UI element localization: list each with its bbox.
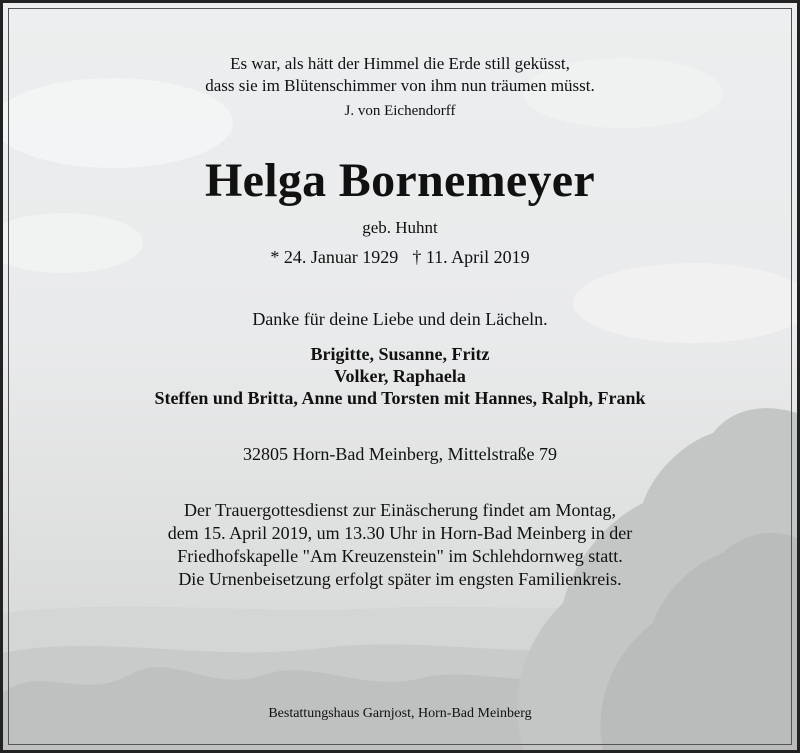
mourners-line-3: Steffen und Britta, Anne und Torsten mit Hannes, Ralph, Frank	[154, 388, 646, 408]
mourners-line-2: Volker, Raphaela	[334, 366, 466, 386]
service-line-2: dem 15. April 2019, um 13.30 Uhr in Horn-Bad Meinberg in der	[167, 523, 633, 543]
mourners-line-1: Brigitte, Susanne, Fritz	[310, 344, 490, 364]
deceased-name: Helga Bornemeyer	[205, 154, 595, 207]
life-dates	[3, 247, 797, 268]
thanks-line: Danke für deine Liebe und dein Lächeln.	[252, 309, 548, 329]
poem-author: J. von Eichendorff	[344, 103, 456, 119]
poem-line-2: dass sie im Blütenschimmer von ihm nun träumen müsst.	[205, 76, 595, 95]
maiden-name: geb. Huhnt	[362, 218, 438, 237]
service-line-4: Die Urnenbeisetzung erfolgt später im engsten Familienkreis.	[178, 569, 622, 589]
undertaker: Bestattungshaus Garnjost, Horn-Bad Meinberg	[268, 706, 532, 721]
family-address: 32805 Horn-Bad Meinberg, Mittelstraße 79	[242, 444, 558, 464]
birth-date: * 24. Januar 1929	[270, 247, 399, 267]
death-date: † 11. April 2019	[412, 247, 530, 267]
service-line-3: Friedhofskapelle "Am Kreuzenstein" im Schlehdornweg statt.	[177, 546, 623, 566]
poem-line-1: Es war, als hätt der Himmel die Erde still geküsst,	[230, 54, 570, 73]
service-line-1: Der Trauergottesdienst zur Einäscherung findet am Montag,	[183, 500, 617, 520]
